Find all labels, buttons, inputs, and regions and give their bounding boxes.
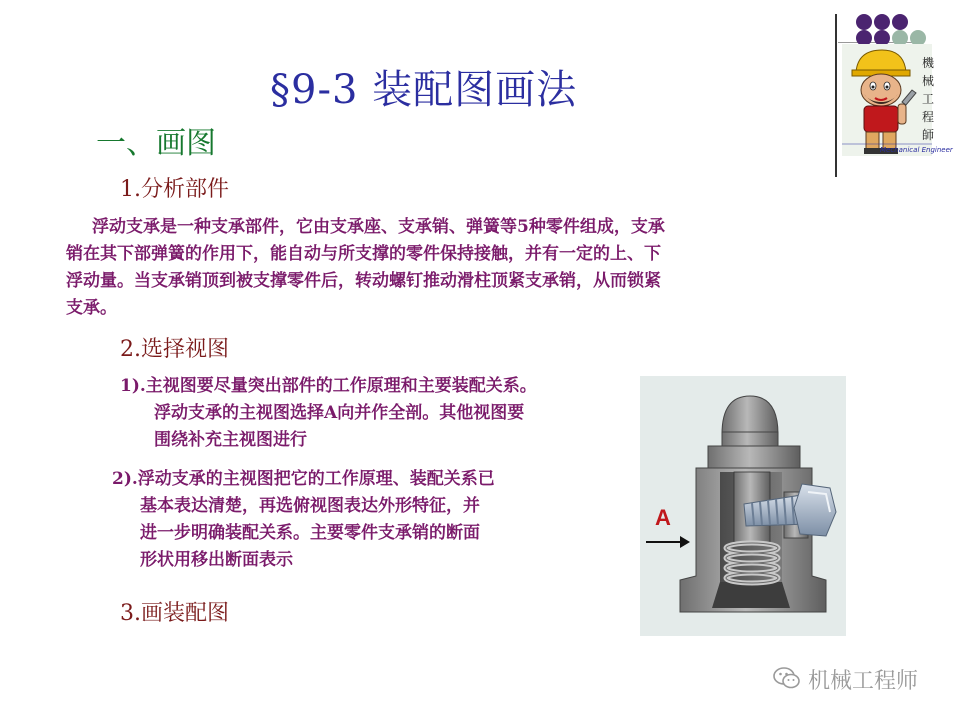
page-title: §9-3 装配图画法	[270, 67, 578, 113]
paragraph-line: 浮动量。当支承销顶到被支撑零件后，转动螺钉推动滑柱顶紧支承销，从而锁紧	[66, 271, 661, 291]
wechat-icon	[773, 666, 801, 690]
engineer-mascot-logo	[842, 44, 932, 156]
analysis-paragraph	[66, 214, 665, 322]
decor-dot	[856, 14, 872, 30]
watermark-text: 机械工程师	[808, 669, 919, 694]
decor-dot	[892, 14, 908, 30]
item-line: 进一步明确装配关系。主要零件支承销的断面	[140, 523, 480, 543]
decor-dot	[874, 14, 890, 30]
logo-caption: Mechanical Engineer	[880, 146, 953, 154]
subheading-select-view: 2.选择视图	[120, 337, 229, 362]
item-line: 围绕补充主视图进行	[154, 430, 307, 450]
logo-vertical-text: 機械工程師	[922, 56, 935, 142]
item-line: 浮动支承的主视图选择A向并作全剖。其他视图要	[154, 403, 525, 423]
view-direction-label: A	[655, 505, 671, 530]
subheading-analyze: 1.分析部件	[120, 177, 229, 202]
item-line: 2).浮动支承的主视图把它的工作原理、装配关系已	[112, 469, 495, 489]
paragraph-line: 浮动支承是一种支承部件，它由支承座、支承销、弹簧等5种零件组成，支承	[92, 217, 665, 237]
view-item-2	[112, 466, 495, 574]
item-line: 基本表达清楚，再选俯视图表达外形特征，并	[140, 496, 480, 516]
paragraph-line: 支承。	[66, 298, 117, 318]
vertical-divider	[835, 14, 837, 177]
item-line: 形状用移出断面表示	[140, 550, 293, 570]
view-item-1	[120, 373, 537, 454]
paragraph-line: 销在其下部弹簧的作用下，能自动与所支撑的零件保持接触，并有一定的上、下	[66, 244, 661, 264]
subheading-draw-assembly: 3.画装配图	[120, 601, 229, 626]
item-line: 1).主视图要尽量突出部件的工作原理和主要装配关系。	[120, 376, 537, 396]
section-heading: 一、画图	[96, 126, 216, 161]
